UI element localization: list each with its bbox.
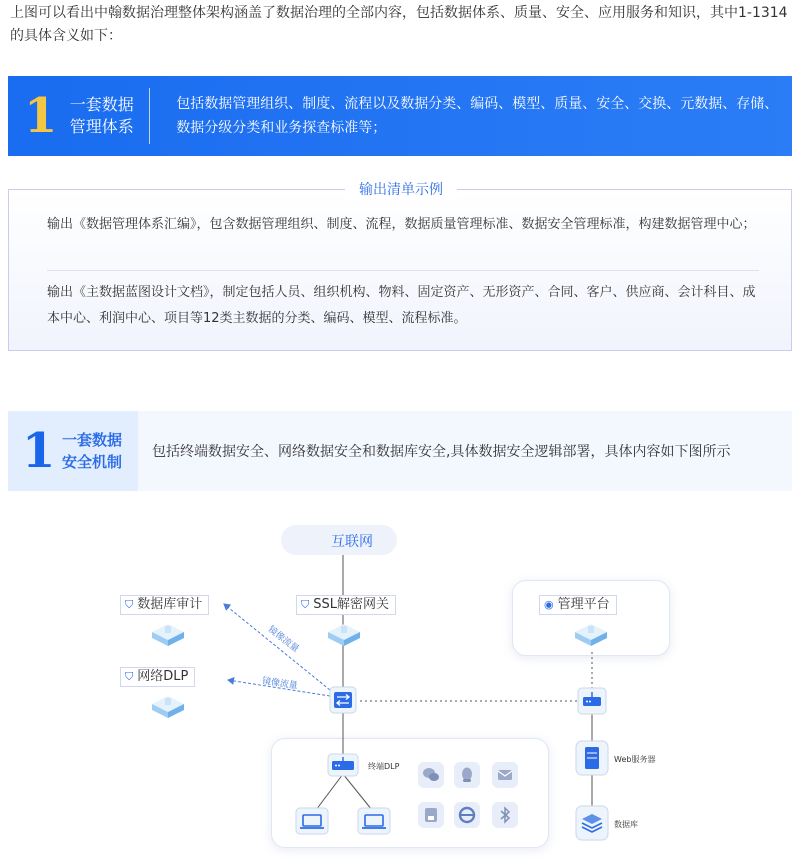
section-heading	[8, 411, 138, 491]
web-server-icon	[576, 741, 608, 775]
db-audit-device-icon	[152, 624, 184, 646]
network-dlp-label: 网络DLP	[137, 669, 189, 684]
security-deployment-diagram	[0, 500, 800, 859]
browser-icon	[454, 802, 480, 828]
mgmt-platform-device-icon	[575, 624, 607, 646]
section-title-line2: 管理体系	[69, 117, 134, 136]
mgmt-platform-node	[539, 595, 617, 615]
section-description: 包括终端数据安全、网络数据安全和数据库安全,具体数据安全逻辑部署，具体内容如下图所示	[152, 444, 731, 460]
output-list-item: 输出《数据管理体系汇编》，包含数据管理组织、制度、流程，数据质量管理标准、数据安全管理标准，构建数据管理中心；	[47, 217, 756, 232]
laptop-icon	[296, 808, 328, 834]
ssl-gateway-node	[296, 595, 396, 615]
router-icon	[578, 688, 606, 714]
ssl-gateway-device-icon	[328, 624, 360, 646]
mgmt-platform-label: 管理平台	[557, 597, 610, 612]
mirror-flow-label: 镜像流量	[265, 624, 301, 655]
terminal-dlp-label: 终端DLP	[368, 762, 400, 771]
web-server-label: Web服务器	[614, 755, 656, 764]
database-label: 数据库	[614, 820, 638, 829]
mail-icon	[492, 762, 518, 788]
output-list-title: 输出清单示例	[345, 180, 457, 200]
data-security-banner	[8, 411, 792, 491]
network-dlp-device-icon	[152, 696, 184, 718]
output-list-item: 输出《主数据蓝图设计文档》，制定包括人员、组织机构、物料、固定资产、无形资产、合同、客户、供应商、会计科目、成本中心、利润中心、项目等12类主数据的分类、编码、模型、流程标准。	[47, 285, 756, 326]
section-title-line2: 安全机制	[62, 453, 123, 471]
laptop-icon	[358, 808, 390, 834]
section-title	[62, 429, 132, 473]
link-dlp-laptop-left	[316, 774, 343, 810]
output-list-box	[8, 182, 792, 351]
bluetooth-icon	[492, 802, 518, 828]
shield-icon: ⛉	[125, 670, 134, 683]
db-audit-label: 数据库审计	[137, 597, 203, 612]
shield-icon: ⛉	[301, 598, 310, 611]
qq-icon	[454, 762, 480, 788]
section-number: 1	[22, 423, 56, 479]
banner-divider	[149, 88, 150, 144]
ssl-gateway-label: SSL解密网关	[313, 597, 389, 612]
mirror-flow-label: 镜像流量	[261, 676, 299, 692]
core-switch-icon	[330, 687, 356, 713]
section-number: 1	[24, 88, 58, 144]
output-list-divider	[47, 270, 759, 271]
intro-paragraph: 上图可以看出中翰数据治理整体架构涵盖了数据治理的全部内容，包括数据体系、质量、安全、应用服务和知识，其中1-1314的具体含义如下：	[10, 5, 788, 44]
wechat-icon	[418, 762, 444, 788]
storage-icon	[418, 802, 444, 828]
db-audit-node	[120, 595, 209, 615]
shield-search-icon: ⛉	[125, 598, 134, 611]
section-description: 包括数据管理组织、制度、流程以及数据分类、编码、模型、质量、安全、交换、元数据、存储、数据分级分类和业务探查标准等；	[176, 96, 779, 136]
link-dlp-laptop-right	[343, 774, 372, 810]
user-icon: ◉	[544, 598, 554, 611]
data-management-banner	[8, 76, 792, 156]
section-title-line1: 一套数据	[62, 431, 123, 449]
terminal-dlp-device-icon	[328, 754, 358, 776]
database-icon	[576, 806, 608, 840]
section-title	[70, 94, 140, 138]
internet-label: 互联网	[331, 534, 373, 550]
section-title-line1: 一套数据	[69, 95, 134, 114]
network-dlp-node	[120, 667, 195, 687]
